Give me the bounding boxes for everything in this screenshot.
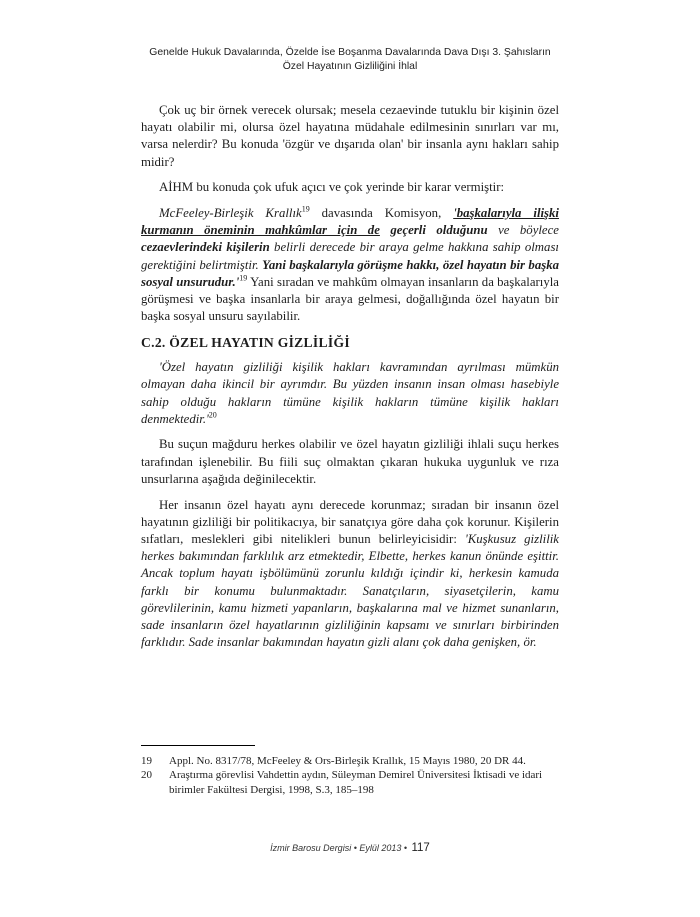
running-header-line-2: Özel Hayatının Gizliliğini İhlal (282, 61, 418, 72)
paragraph-6 (141, 497, 559, 652)
footnote-ref-19-b: 19 (239, 273, 248, 283)
section-heading: C.2. ÖZEL HAYATIN GİZLİLİĞİ (141, 334, 350, 350)
p3-bold-1: geçerli olduğunu (379, 223, 488, 238)
footnotes (141, 754, 561, 797)
p6-italic: 'Kuşkusuz gizlilik herkes bakımından farklılık arz etmektedir, Elbette, herkes kanun önünde eşittir. Ancak toplum hayatı işbölümünü zorunlu kıldığı içindir ki, herkesin kamuda farklı bir konumu bulunmaktadır. Sanatçıların, siyasetçilerin, kamu görevlilerinin, kamu hizmeti yapanların, başkalarına mal ve hizmet sunanların, sade insanların özel hayatlarının gizliliğinin kapsamı ve sınırları birbirinden farklıdır. Sade insanlar bakımından hayatın gizli alanı çok daha genişken, ör. (141, 531, 559, 650)
p3-text-2: Yani sıradan ve mahkûm olmayan insanların da başkalarıyla görüşmesi ve başka insanlarla bir araya gelmesi, doğallığında özel hayatın bir başka sosyal unsuru sayılabilir. (141, 274, 559, 324)
p3-text-1: davasında Komisyon, (309, 206, 454, 221)
running-header (120, 46, 580, 74)
footnote-text: Appl. No. 8317/78, McFeeley & Ors-Birleşik Krallık, 15 Mayıs 1980, 20 DR 44. (169, 755, 526, 767)
footnote-ref-19: 19 (301, 204, 310, 214)
footnote-ref-20: 20 (208, 410, 217, 420)
page-footer (0, 838, 700, 856)
footnote-number: 20 (141, 769, 152, 782)
running-header-line-1: Genelde Hukuk Davalarında, Özelde İse Boşanma Davalarında Dava Dışı 3. Şahısların (149, 47, 551, 58)
p3-italic-2: belirli derecede bir araya gelme hakkına sahip olması gerektiğini belirtmiştir. (141, 240, 559, 272)
body-text (141, 102, 559, 660)
page-number: 117 (411, 842, 430, 854)
paragraph-quote (141, 359, 559, 428)
journal-name: İzmir Barosu Dergisi • Eylül 2013 • (270, 843, 408, 853)
p3-italic-1: ve böylece (487, 223, 559, 238)
footnote-number: 19 (141, 755, 152, 767)
footnote-20 (141, 768, 561, 797)
footnote-19 (141, 754, 561, 768)
paragraph-3 (141, 205, 559, 325)
p3-bold-underline: 'başkalarıyla ilişki kurmanın öneminin mahkûmlar için de (141, 206, 559, 238)
paragraph-1: Çok uç bir örnek verecek olursak; mesela cezaevinde tutuklu bir kişinin özel hayatı olabilir mi, olursa özel hayatına müdahale edilmesinin sınırları var mı, varsa nelerdir? Bu konuda 'özgür ve dışarıda olan' bir insanla aynı hakları sahip midir? (141, 103, 559, 169)
p3-bold-2: cezaevlerindeki kişilerin (141, 240, 270, 255)
footnote-divider (141, 745, 255, 746)
footnote-text: Araştırma görevlisi Vahdettin aydın, Süleyman Demirel Üniversitesi İktisadi ve idari birimler Fakültesi Dergisi, 1998, S.3, 185–198 (169, 769, 543, 796)
p6-text: Her insanın özel hayatı aynı derecede korunmaz; sıradan bir insanın özel hayatının gizliliği bir politikacıya, bir sanatçıya göre daha çok korunur. Kişilerin sıfatları, meslekleri gibi nitelikleri bunun belirleyicisidir: (141, 497, 559, 546)
p3-bold-3: Yani başkalarıyla görüşme hakkı, özel hayatın bir başka sosyal unsurudur.' (141, 257, 560, 289)
paragraph-5: Bu suçun mağduru herkes olabilir ve özel hayatın gizliliği ihlali suçu herkes tarafından işlenebilir. Bu fiili suç olmaktan çıkaran hukuka uygunluk ve rıza unsurlarına aşağıda değinilecektir. (141, 437, 559, 486)
paragraph-2: AİHM bu konuda çok ufuk açıcı ve çok yerinde bir karar vermiştir: (159, 180, 505, 195)
quote-text: 'Özel hayatın gizliliği kişilik hakları kavramından ayrılması mümkün olmayan daha ikincil bir ayrımdır. Bu yüzden insanın insan olması hasebiyle sahip olduğu hakların tümüne kişilik hakların tümüne kişilik hakları denmektedir.' (141, 360, 559, 426)
case-name: McFeeley-Birleşik Krallık (159, 206, 302, 221)
